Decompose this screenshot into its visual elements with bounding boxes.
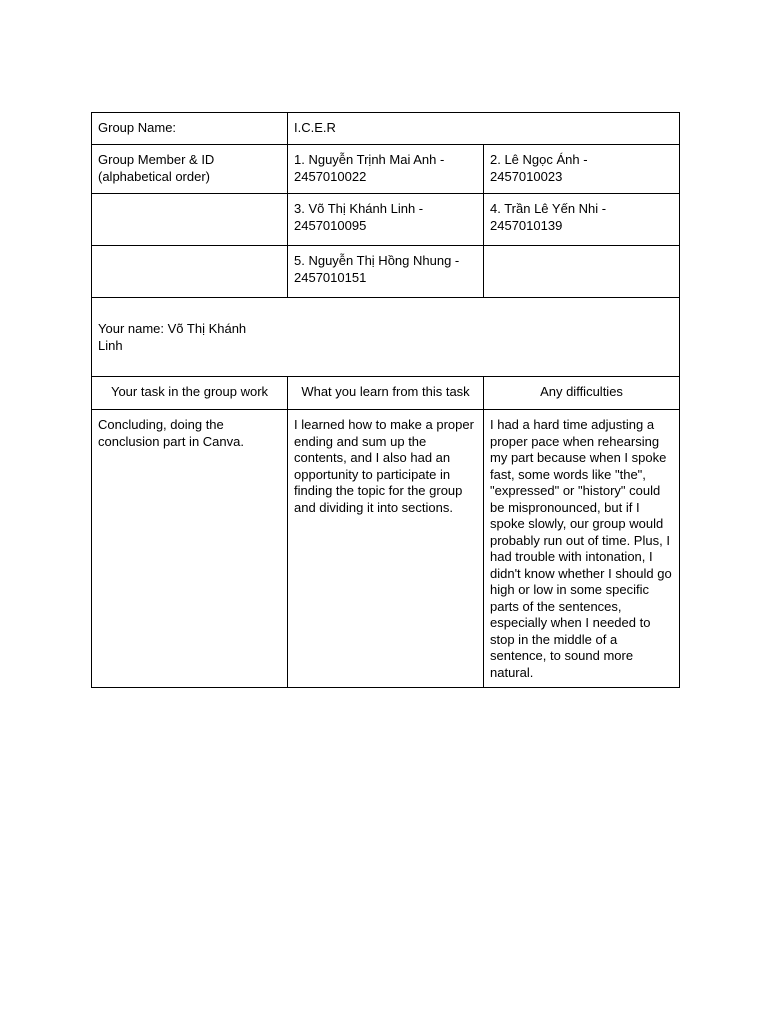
member-id: 2457010151 xyxy=(294,269,367,285)
empty-cell xyxy=(92,194,288,246)
member-cell-1 xyxy=(288,145,484,194)
empty-cell xyxy=(92,246,288,298)
empty-cell xyxy=(484,246,680,298)
member-cell-4 xyxy=(484,194,680,246)
member-id: 2457010022 xyxy=(294,168,367,184)
member-cell-5 xyxy=(288,246,484,298)
member-id: 2457010095 xyxy=(294,217,367,233)
members-label-cell xyxy=(92,145,288,194)
member-cell-3 xyxy=(288,194,484,246)
header-task: Your task in the group work xyxy=(92,377,288,410)
task-header-row xyxy=(92,377,680,410)
group-name-value: I.C.E.R xyxy=(288,113,680,145)
members-row-1 xyxy=(92,145,680,194)
learned-text: I learned how to make a proper ending and sum up the contents, and I also had an opportunity to participate in finding the topic for the group and dividing it into sections. xyxy=(288,410,484,688)
member-id: 2457010023 xyxy=(490,168,563,184)
member-name: 4. Trần Lê Yến Nhi - xyxy=(490,201,607,216)
members-row-2 xyxy=(92,194,680,246)
your-name-cell xyxy=(92,298,680,377)
header-difficulties: Any difficulties xyxy=(484,377,680,410)
group-name-row xyxy=(92,113,680,145)
header-learned: What you learn from this task xyxy=(288,377,484,410)
group-name-label: Group Name: xyxy=(92,113,288,145)
member-name: 2. Lê Ngọc Ánh - xyxy=(490,152,588,167)
members-label-line1: Group Member & ID xyxy=(98,152,215,167)
member-name: 5. Nguyễn Thị Hồng Nhung - xyxy=(294,253,460,268)
members-label-line2: (alphabetical order) xyxy=(98,168,211,184)
group-work-table xyxy=(91,112,680,688)
your-name-row xyxy=(92,298,680,377)
members-row-3 xyxy=(92,246,680,298)
task-text: Concluding, doing the conclusion part in Canva. xyxy=(92,410,288,688)
member-name: 3. Võ Thị Khánh Linh - xyxy=(294,201,424,216)
your-name: Your name: Võ Thị Khánh Linh xyxy=(98,321,247,353)
member-name: 1. Nguyễn Trịnh Mai Anh - xyxy=(294,152,445,167)
member-cell-2 xyxy=(484,145,680,194)
member-id: 2457010139 xyxy=(490,217,563,233)
task-body-row xyxy=(92,410,680,688)
difficulties-text: I had a hard time adjusting a proper pace when rehearsing my part because when I spoke fast, some words like "the", "expressed" or "history" could be mispronounced, but if I spoke slowly, our group would probably run out of time. Plus, I had trouble with intonation, I didn't know whether I should go high or low in some specific parts of the sentences, especially when I needed to stop in the middle of a sentence, to sound more natural. xyxy=(484,410,680,688)
